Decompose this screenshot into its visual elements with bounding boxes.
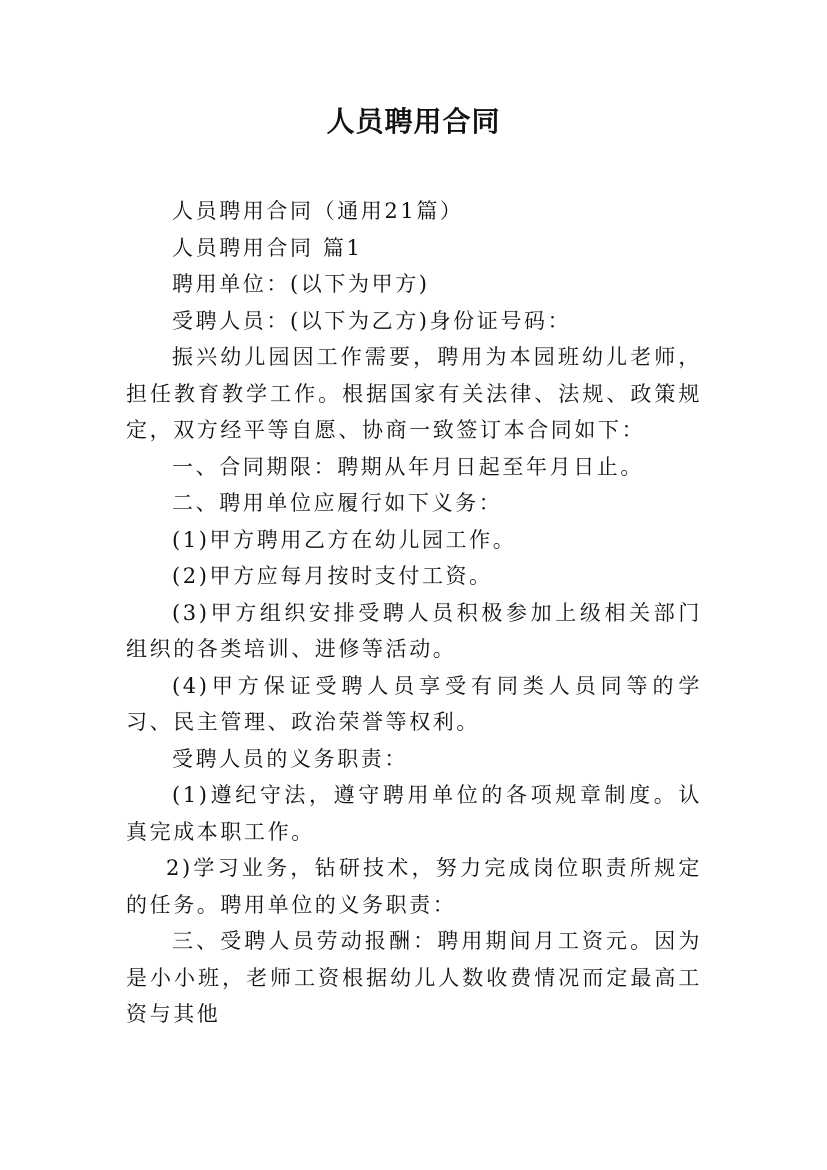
paragraph-duty-2: (2)甲方应每月按时支付工资。 xyxy=(172,564,493,588)
document-body xyxy=(126,193,702,1033)
paragraph-duty-1: (1)甲方聘用乙方在幼儿园工作。 xyxy=(172,527,517,552)
paragraph-employee-duties: 受聘人员的义务职责： xyxy=(172,746,408,771)
paragraph-duty-3: (3)甲方组织安排受聘人员积极参加上级相关部门组织的各类培训、进修等活动。 xyxy=(126,600,702,661)
paragraph-remuneration: 三、受聘人员劳动报酬：聘用期间月工资元。因为是小小班，老师工资根据幼儿人数收费情况而定最高工资与其他 xyxy=(126,929,702,1026)
paragraph-employer: 聘用单位：(以下为甲方) xyxy=(172,272,430,296)
paragraph-employee-duty-1: (1)遵纪守法，遵守聘用单位的各项规章制度。认真完成本职工作。 xyxy=(126,783,702,844)
paragraph-doc-heading: 人员聘用合同（通用21篇） xyxy=(172,199,464,223)
paragraph-section-heading: 人员聘用合同 篇1 xyxy=(172,235,363,260)
document-title: 人员聘用合同 xyxy=(326,105,501,138)
paragraph-employee: 受聘人员：(以下为乙方)身份证号码： xyxy=(172,308,572,333)
paragraph-term: 一、合同期限：聘期从年月日起至年月日止。 xyxy=(172,454,644,479)
paragraph-duty-4: (4)甲方保证受聘人员享受有同类人员同等的学习、民主管理、政治荣誉等权利。 xyxy=(126,673,702,734)
paragraph-employer-duties: 二、聘用单位应履行如下义务： xyxy=(172,491,503,515)
paragraph-intro: 振兴幼儿园因工作需要，聘用为本园班幼儿老师，担任教育教学工作。根据国家有关法律、法规、政策规定，双方经平等自愿、协商一致签订本合同如下： xyxy=(126,345,702,442)
paragraph-employee-duty-2: 2)学习业务，钻研技术，努力完成岗位职责所规定的任务。聘用单位的义务职责： xyxy=(126,856,702,917)
